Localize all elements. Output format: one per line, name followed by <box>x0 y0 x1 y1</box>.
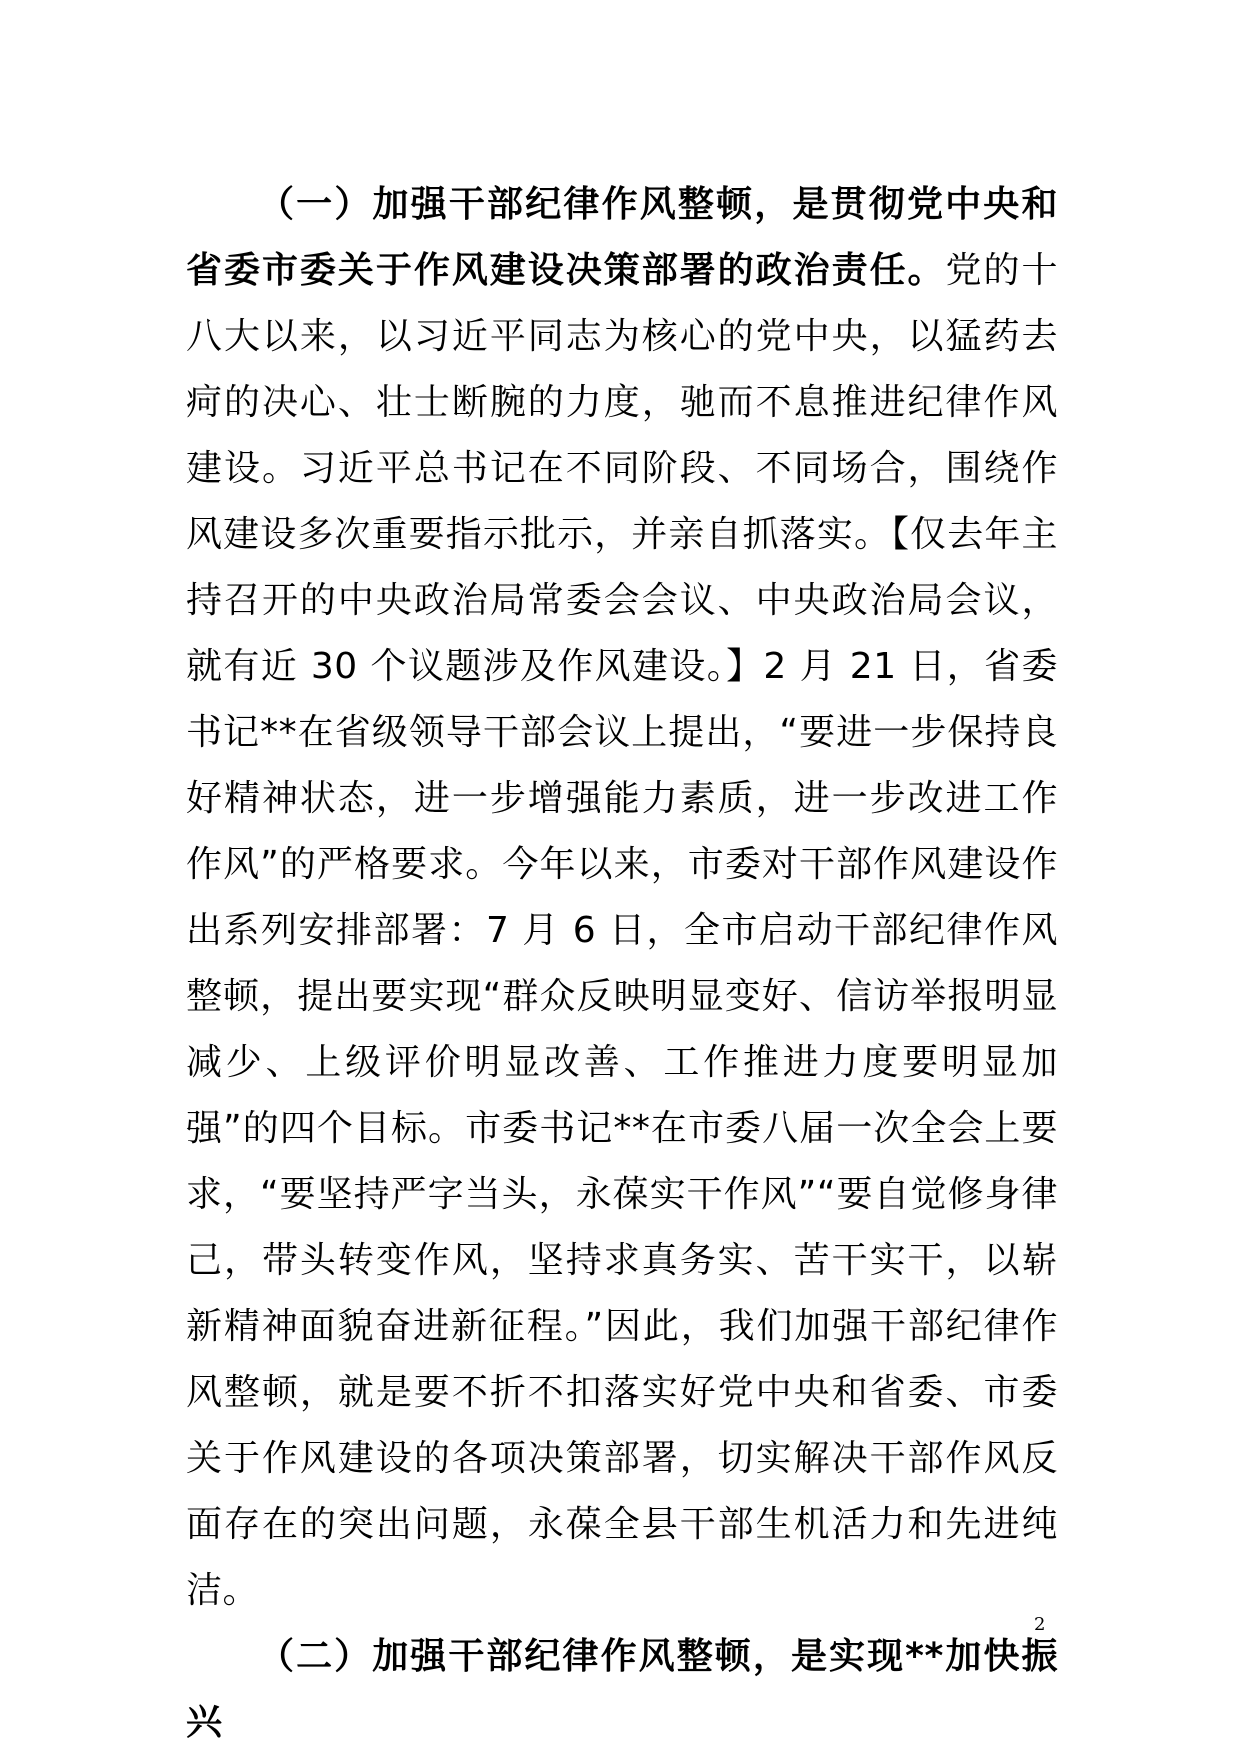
paragraph-1-heading: （一）加强干部纪律作风整顿，是贯彻党中央和省委市委关于作风建设决策部署的政治责任。 <box>186 184 1058 291</box>
paragraph-2 <box>186 1624 1058 1756</box>
page-number: 2 <box>1034 1614 1046 1635</box>
document-body <box>186 172 1058 1756</box>
paragraph-1 <box>186 172 1058 1624</box>
paragraph-1-body: 党的十八大以来，以习近平同志为核心的党中央，以猛药去疴的决心、壮士断腕的力度，驰而不息推进纪律作风建设。习近平总书记在不同阶段、不同场合，围绕作风建设多次重要指示批示，并亲自抓落实。【仅去年主持召开的中央政治局常委会会议、中央政治局会议，就有近 30 个议题涉及作风建设。】2 月 21 日，省委书记**在省级领导干部会议上提出，“要进一步保持良好精神状态，进一步增强能力素质，进一步改进工作作风”的严格要求。今年以来，市委对干部作风建设作出系列安排部署：7 月 6 日，全市启动干部纪律作风整顿，提出要实现“群众反映明显变好、信访举报明显减少、上级评价明显改善、工作推进力度要明显加强”的四个目标。市委书记**在市委八届一次全会上要求，“要坚持严字当头，永葆实干作风”“要自觉修身律己，带头转变作风，坚持求真务实、苦干实干，以崭新精神面貌奋进新征程。”因此，我们加强干部纪律作风整顿，就是要不折不扣落实好党中央和省委、市委关于作风建设的各项决策部署，切实解决干部作风反面存在的突出问题，永葆全县干部生机活力和先进纯洁。 <box>186 250 1058 1611</box>
paragraph-2-heading: （二）加强干部纪律作风整顿，是实现**加快振兴 <box>186 1636 1058 1743</box>
